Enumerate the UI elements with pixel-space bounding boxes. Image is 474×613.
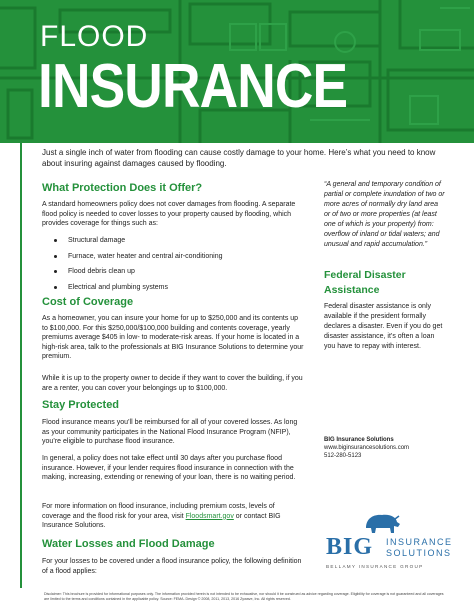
protected-body-2: In general, a policy does not take effect until 30 days after you purchase flood insurance. However, if your lender requires flood insurance in connection with the making, increasing, extending or renewing of your loan, there is no waiting period. xyxy=(42,455,296,482)
logo-solutions: SOLUTIONS xyxy=(386,548,452,558)
heading-cost: Cost of Coverage xyxy=(42,296,134,308)
list-item: Structural damage xyxy=(42,236,304,252)
protected-body-3 xyxy=(42,502,304,531)
heading-protection: What Protection Does it Offer? xyxy=(42,182,203,194)
cost-body-1: As a homeowner, you can insure your home for up to $250,000 and its contents up to $100,000. For this $250,000/$100,000 building and contents coverage, yearly premiums average $405 in low- to moderate-risk areas. If your home is located in a high-risk area, talk to the professionals at BIG Insurance Solutions to determine your premium. xyxy=(42,315,304,361)
coverage-list xyxy=(42,236,304,298)
protected-body-3-tail: or contact BIG Insurance Solutions. xyxy=(42,512,281,530)
logo-insurance: INSURANCE xyxy=(386,537,453,547)
disclaimer: Disclaimer: This brochure is provided for informational purposes only. The information provided herein is not intended to be exhaustive, nor should it be construed as advice regarding coverage. Eligibility for coverage is not guaranteed and all coverages are limited to the terms and conditions contained in the applicable policy. Source: FEMA. Design © 2008, 2011, 2013, 2016 Zywave, Inc. All rights reserved. xyxy=(44,592,444,601)
left-accent-bar xyxy=(20,143,22,588)
cost-body-2: While it is up to the property owner to decide if they want to cover the building, if you are a renter, you can cover your belongings up to $100,000. xyxy=(42,375,303,392)
contact-website[interactable]: www.biginsurancesolutions.com xyxy=(324,445,410,452)
list-item: Electrical and plumbing systems xyxy=(42,283,304,299)
flood-definition-quote: “A general and temporary condition of partial or complete inundation of two or more acres of normally dry land area or of two or more properties (at least one of which is your property) from: overflow of inland or tidal waters; and unusual and rapid accumulation.” xyxy=(324,181,445,248)
logo-group: BELLAMY INSURANCE GROUP xyxy=(326,564,424,569)
logo-big: BIG xyxy=(326,534,374,560)
intro-text: Just a single inch of water from flooding can cause costly damage to your home. Here’s what you need to know about insuring against damages caused by flooding. xyxy=(42,148,436,168)
federal-assistance-body: Federal disaster assistance is only available if the president formally declares a disaster. Even if you do get disaster assistance, it’s often a loan you have to repay with interest. xyxy=(324,303,443,350)
list-item: Flood debris clean up xyxy=(42,267,304,283)
protection-body: A standard homeowners policy does not cover damages from flooding. A separate flood policy is needed to cover losses to your property caused by flooding, which provides coverage for things such as: xyxy=(42,201,296,228)
protected-body-1: Flood insurance means you’ll be reimbursed for all of your covered losses. As long as your community participates in the National Flood Insurance Program (NFIP), you’re eligible to purchase flood insurance. xyxy=(42,419,298,446)
heading-stay-protected: Stay Protected xyxy=(42,399,120,411)
heading-water-losses: Water Losses and Flood Damage xyxy=(42,538,215,550)
contact-phone: 512-280-5123 xyxy=(324,453,362,460)
heading-federal-assistance: Federal Disaster Assistance xyxy=(324,269,406,296)
title-insurance: INSURANCE xyxy=(38,52,348,121)
buffalo-icon xyxy=(362,508,402,536)
protected-body-3-text: For more information on flood insurance, including premium costs, levels of coverage and the flood risk for your area, visit xyxy=(42,503,275,520)
company-logo xyxy=(318,508,453,572)
water-body: For your losses to be covered under a flood insurance policy, the following definition of a flood applies: xyxy=(42,558,302,575)
contact-block xyxy=(324,436,409,461)
title-flood: FLOOD xyxy=(40,20,149,53)
header-banner xyxy=(0,0,474,143)
list-item: Furnace, water heater and central air-conditioning xyxy=(42,252,304,268)
floodsmart-link[interactable]: Floodsmart.gov xyxy=(185,512,234,520)
contact-name: BIG Insurance Solutions xyxy=(324,437,394,443)
